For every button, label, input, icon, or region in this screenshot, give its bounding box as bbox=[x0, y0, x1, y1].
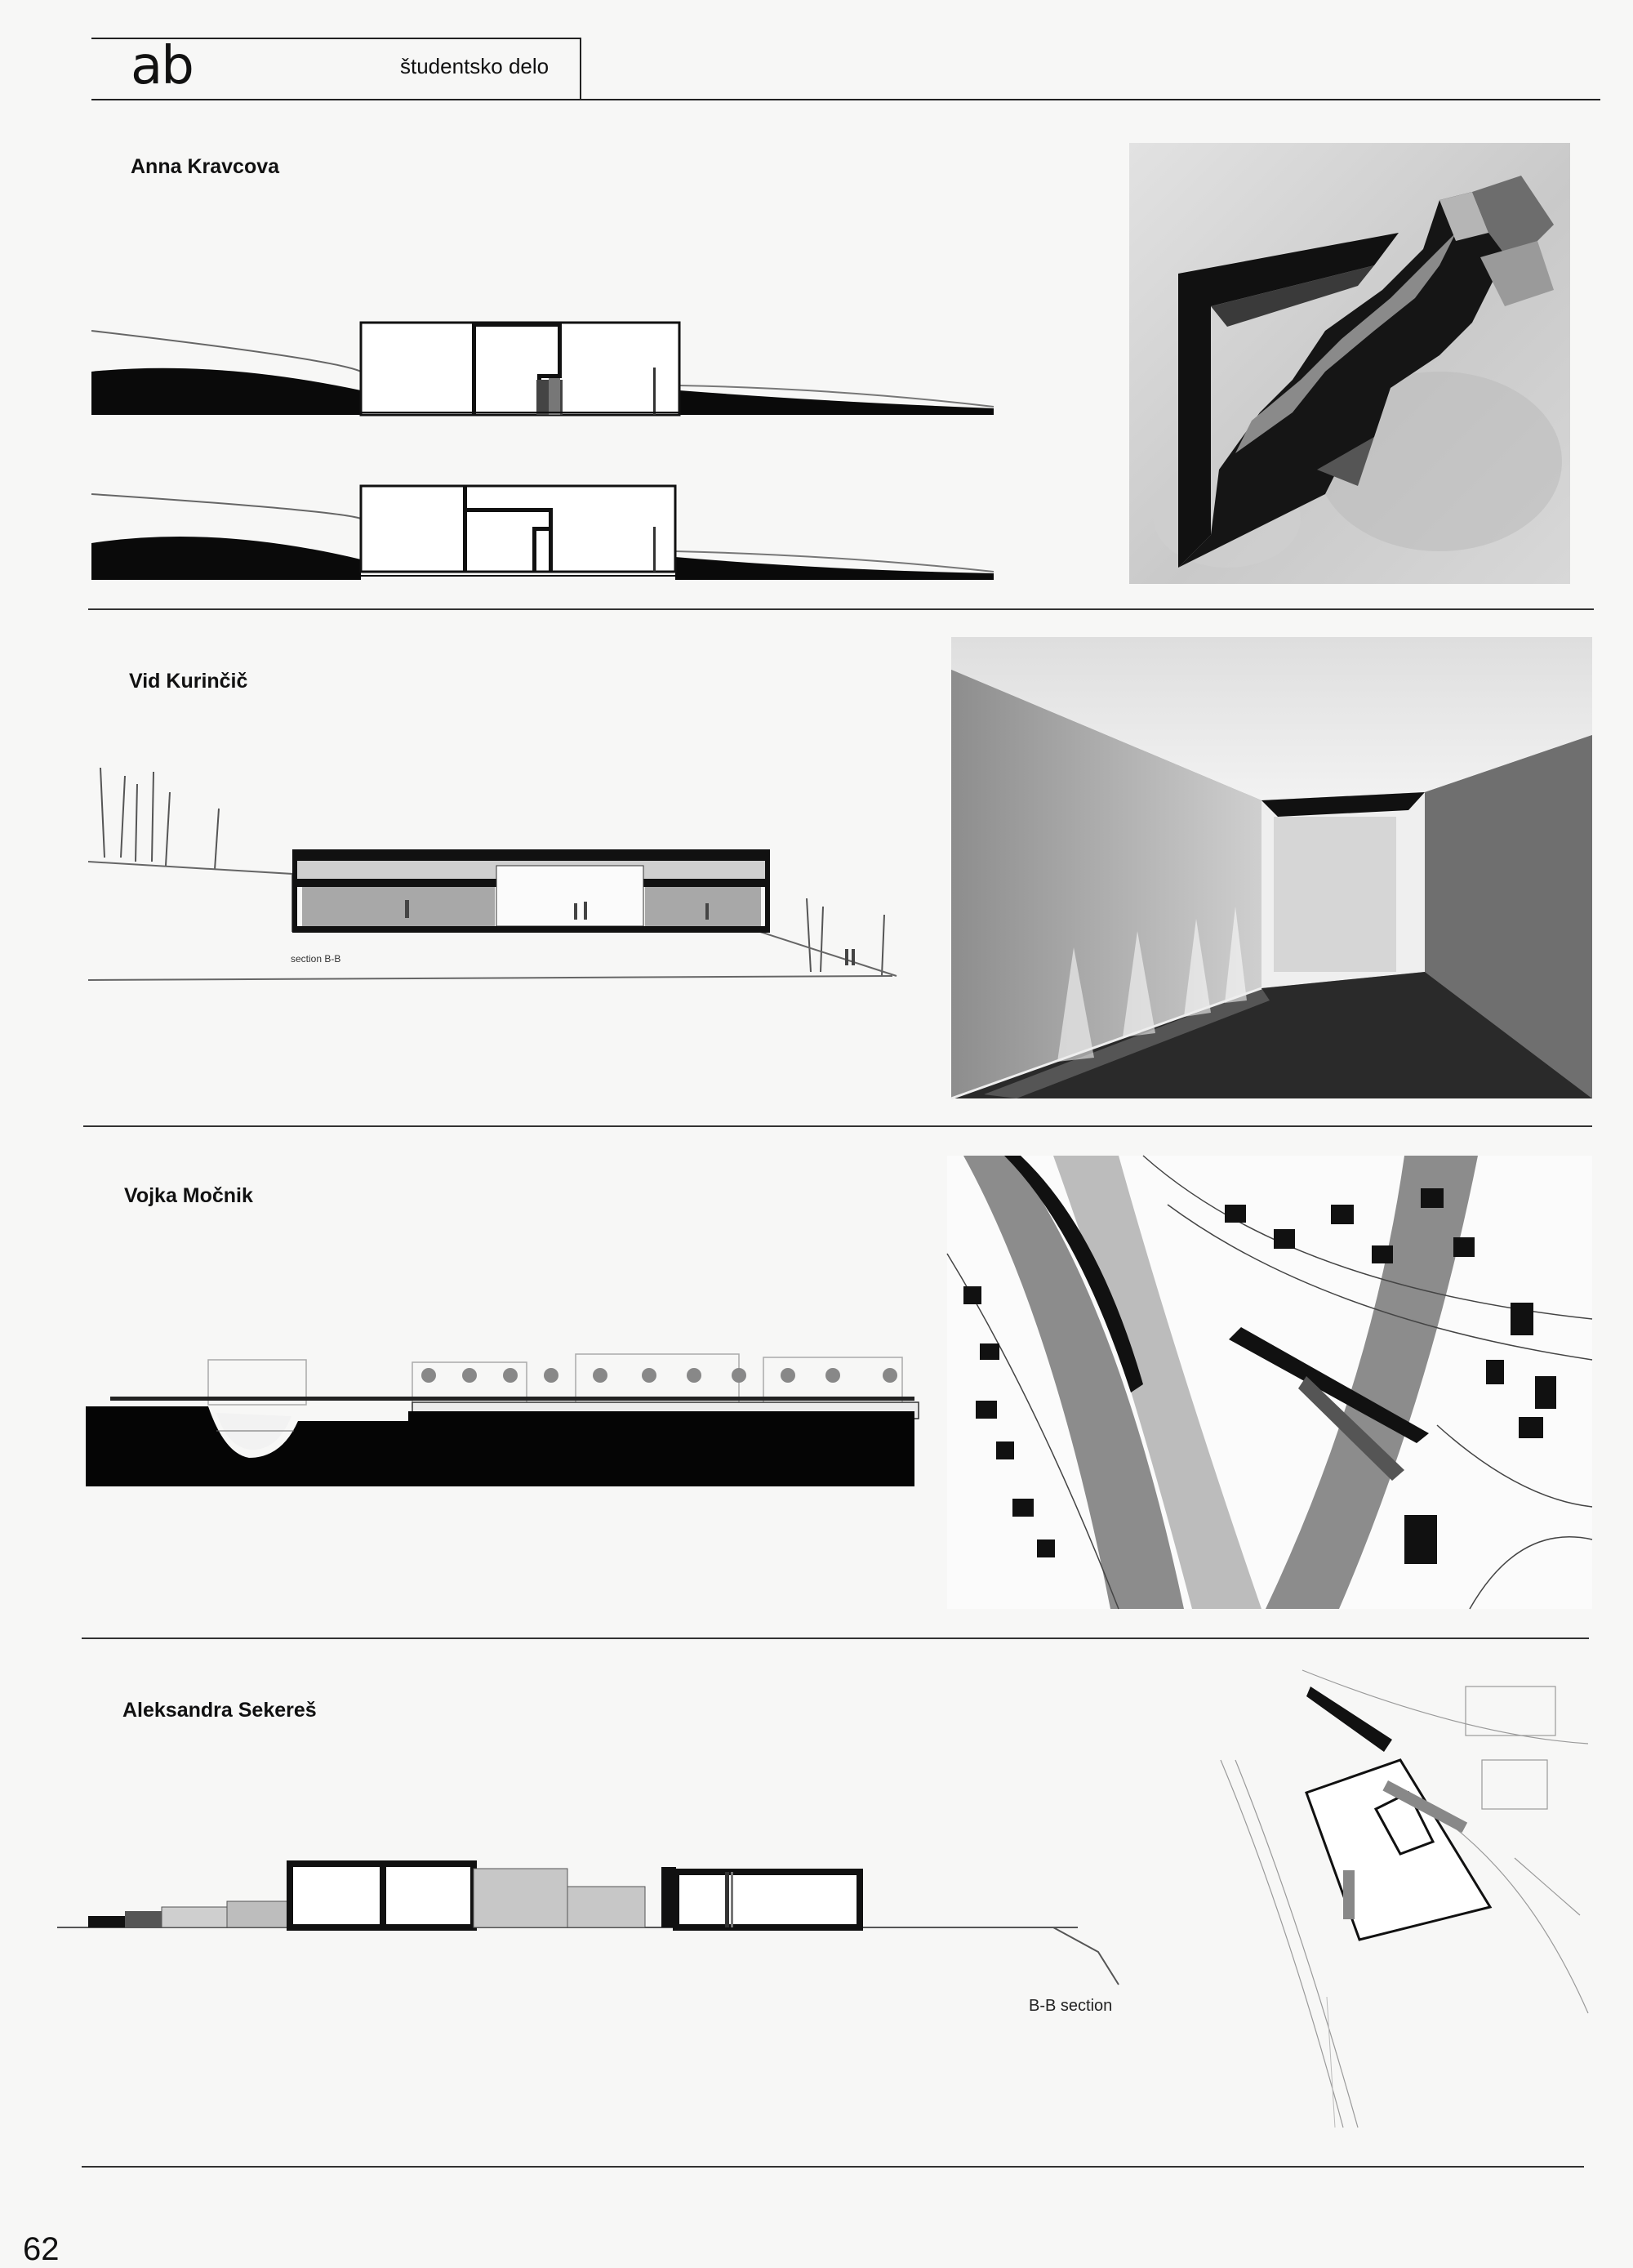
author-name-4: Aleksandra Sekereš bbox=[122, 1699, 317, 1722]
section-divider-2 bbox=[83, 1125, 1592, 1127]
author-name-2: Vid Kurinčič bbox=[129, 670, 248, 693]
site-plan-3 bbox=[947, 1156, 1592, 1609]
magazine-logo: ab bbox=[131, 36, 193, 96]
interior-render-2 bbox=[951, 637, 1592, 1098]
section-drawing-4 bbox=[57, 1854, 1119, 1985]
author-name-1: Anna Kravcova bbox=[131, 155, 280, 178]
elevation-drawing-1 bbox=[91, 310, 998, 596]
section-caption-4: B-B section bbox=[1029, 1997, 1113, 2015]
masthead-rule bbox=[91, 99, 1600, 100]
footer-rule bbox=[82, 2166, 1584, 2168]
page-number: 62 bbox=[23, 2231, 60, 2267]
model-photo-1 bbox=[1129, 143, 1570, 584]
section-drawing-3 bbox=[86, 1348, 919, 1490]
section-divider-1 bbox=[88, 608, 1594, 610]
section-drawing-2 bbox=[88, 760, 905, 988]
section-divider-3 bbox=[82, 1638, 1589, 1639]
section-title: študentsko delo bbox=[400, 54, 550, 78]
site-plan-4 bbox=[1221, 1670, 1588, 2128]
section-caption-2: section B-B bbox=[291, 953, 341, 965]
author-name-3: Vojka Močnik bbox=[124, 1184, 253, 1207]
